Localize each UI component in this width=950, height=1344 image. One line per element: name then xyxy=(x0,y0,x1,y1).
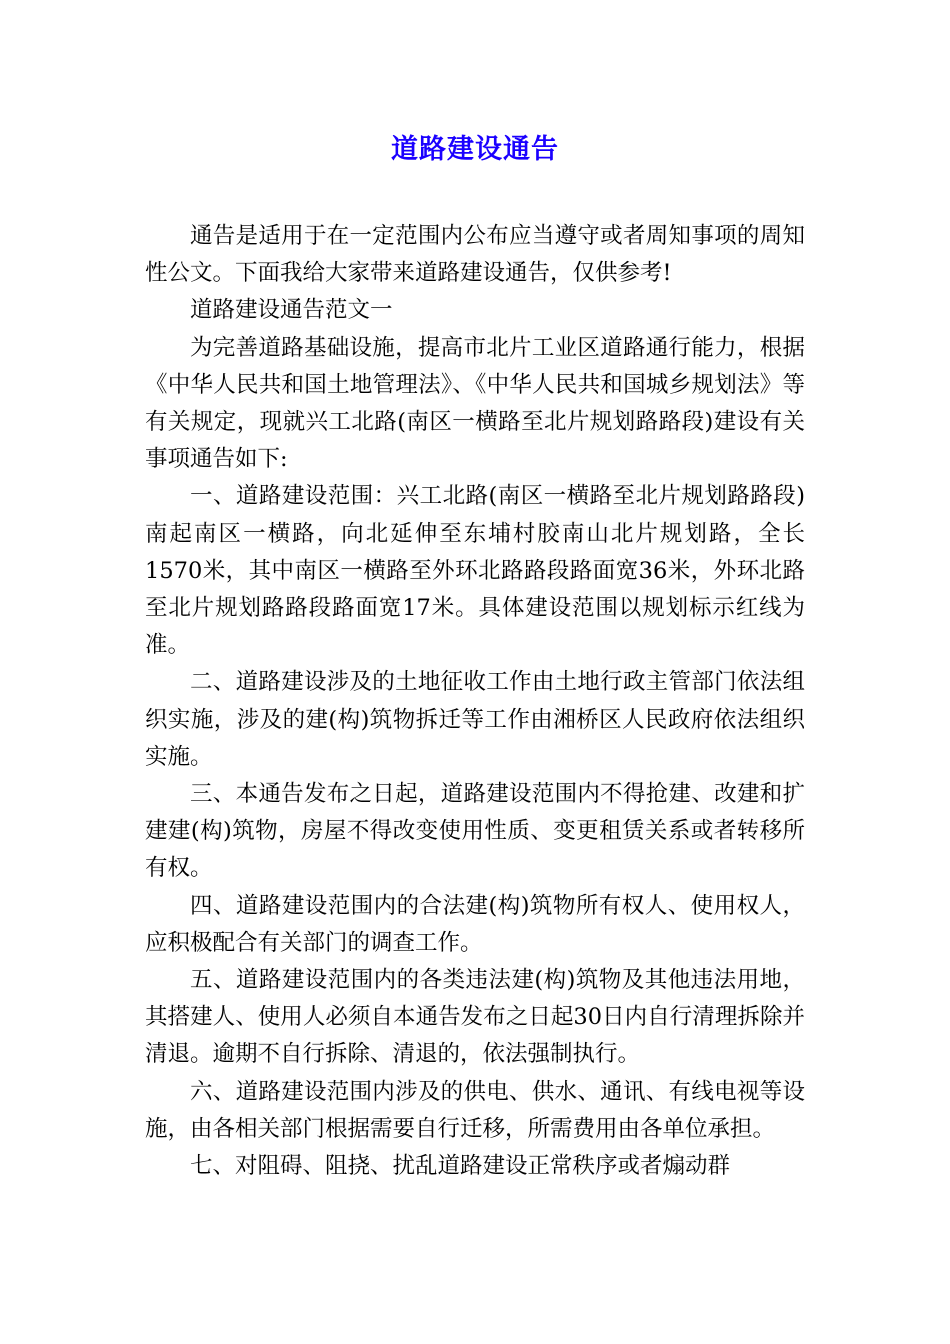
paragraph-preamble: 为完善道路基础设施，提高市北片工业区道路通行能力，根据《中华人民共和国土地管理法》、《中华人民共和国城乡规划法》等有关规定，现就兴工北路(南区一横路至北片规划路路段)建设有关事项通告如下: xyxy=(145,334,805,473)
document-title: 道路建设通告 xyxy=(391,134,559,165)
paragraph-item-4: 四、道路建设范围内的合法建(构)筑物所有权人、使用权人，应积极配合有关部门的调查工作。 xyxy=(145,892,805,956)
paragraph-item-3: 三、本通告发布之日起，道路建设范围内不得抢建、改建和扩建建(构)筑物，房屋不得改变使用性质、变更租赁关系或者转移所有权。 xyxy=(145,781,805,882)
paragraph-intro: 通告是适用于在一定范围内公布应当遵守或者周知事项的周知性公文。下面我给大家带来道路建设通告，仅供参考! xyxy=(145,223,805,287)
paragraph-item-1: 一、道路建设范围：兴工北路(南区一横路至北片规划路路段)南起南区一横路，向北延伸至东埔村胶南山北片规划路，全长1570米，其中南区一横路至外环北路路段路面宽36米，外环北路至北片规划路路段路面宽17米。具体建设范围以规划标示红线为准。 xyxy=(145,483,805,659)
document-body xyxy=(145,218,805,1185)
paragraph-item-2: 二、道路建设涉及的土地征收工作由土地行政主管部门依法组织实施，涉及的建(构)筑物拆迁等工作由湘桥区人民政府依法组织实施。 xyxy=(145,669,805,770)
paragraph-item-6: 六、道路建设范围内涉及的供电、供水、通讯、有线电视等设施，由各相关部门根据需要自行迁移，所需费用由各单位承担。 xyxy=(145,1078,805,1142)
paragraph-item-5: 五、道路建设范围内的各类违法建(构)筑物及其他违法用地，其搭建人、使用人必须自本通告发布之日起30日内自行清理拆除并清退。逾期不自行拆除、清退的，依法强制执行。 xyxy=(145,967,805,1068)
paragraph-sample-heading: 道路建设通告范文一 xyxy=(190,297,393,324)
paragraph-item-7: 七、对阻碍、阻挠、扰乱道路建设正常秩序或者煽动群 xyxy=(190,1153,731,1180)
